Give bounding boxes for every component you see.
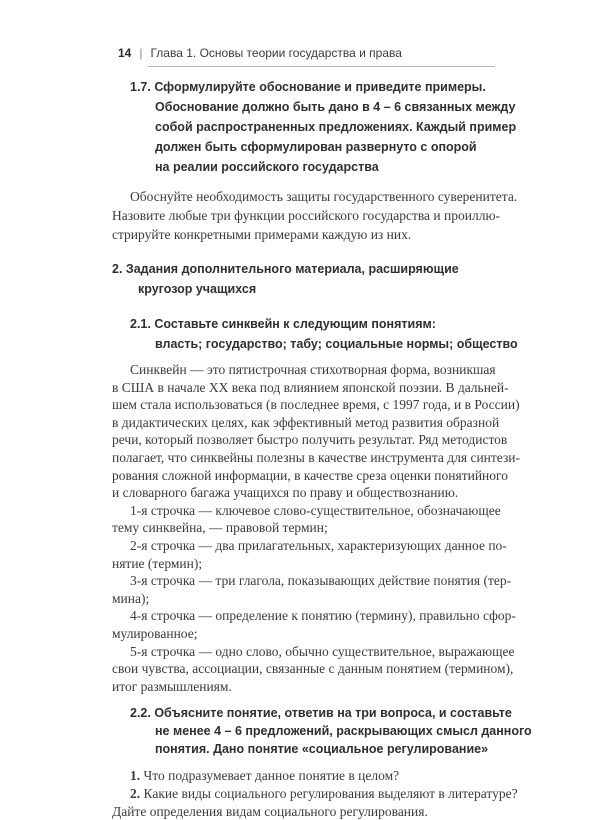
paragraph-line: шем стала использоваться (в последнее время, с 1997 года, и в России) <box>112 397 520 413</box>
page-number: 14 <box>118 46 132 60</box>
paragraph-line: нятие (термин); <box>112 555 203 571</box>
task-1-7-line: должен быть сформулирован развернуто с опорой <box>155 140 477 154</box>
paragraph-line: 5-я строчка — одно слово, обычно существительное, выражающее <box>130 643 515 659</box>
paragraph-line: в США в начале XX века под влиянием японской поэзии. В дальней- <box>112 379 509 395</box>
question-text: Что подразумевает данное понятие в целом? <box>143 768 400 784</box>
question-number: 1. <box>130 768 144 784</box>
task-2-1-heading: 2.1. Составьте синквейн к следующим понятиям: <box>130 317 436 331</box>
paragraph-line: Обоснуйте необходимость защиты государственного суверенитета. <box>130 189 518 204</box>
paragraph-line: Назовите любые три функции российского государства и проиллю- <box>112 208 501 223</box>
paragraph-line: в дидактических целях, как эффективный метод развития образной <box>112 414 500 430</box>
paragraph-line: 4-я строчка — определение к понятию (термину), правильно сфор- <box>130 608 516 624</box>
paragraph-line: стрируйте конкретными примерами каждую из них. <box>112 227 412 242</box>
paragraph-line: 2-я строчка — два прилагательных, характеризующих данное по- <box>130 538 507 553</box>
paragraph-line: мина); <box>112 590 150 606</box>
paragraph-line: и словарного багажа учащихся по праву и обществознанию. <box>112 485 459 501</box>
running-header <box>118 46 402 60</box>
task-2-2-line: понятия. Дано понятие «социальное регулирование» <box>155 742 489 757</box>
paragraph-line: итог размышлениям. <box>112 678 232 694</box>
paragraph-line: полагает, что синквейны полезны в качестве инструмента для синтези- <box>112 450 520 465</box>
paragraph-line: 3-я строчка — три глагола, показывающих действие понятия (тер- <box>130 573 512 589</box>
header-rule <box>148 66 495 67</box>
task-1-7-heading: 1.7. Сформулируйте обоснование и приведите примеры. <box>130 80 486 94</box>
paragraph-line: свои чувства, ассоциации, связанные с данным понятием (термином), <box>112 661 514 677</box>
paragraph-line: речи, который позволяет быстро получить результат. Ряд методистов <box>112 432 508 448</box>
task-2-2-heading: 2.2. Объясните понятие, ответив на три вопроса, и составьте <box>130 706 512 721</box>
question-tail: Дайте определения видам социального регулирования. <box>112 803 428 819</box>
task-1-7-line: Обоснование должно быть дано в 4 – 6 связанных между <box>155 100 516 114</box>
task-1-7-line: на реалии российского государства <box>155 160 379 174</box>
task-2-1-line: власть; государство; табу; социальные нормы; общество <box>155 337 518 351</box>
question-number: 2. <box>130 786 144 801</box>
chapter-title: Глава 1. Основы теории государства и права <box>150 46 402 60</box>
section-2-heading: 2. Задания дополнительного материала, расширяющие <box>112 262 459 276</box>
paragraph-line: тему синквейна, — правовой термин; <box>112 520 328 536</box>
section-2-heading-cont: кругозор учащихся <box>138 282 257 296</box>
paragraph-line: мулированное; <box>112 626 198 641</box>
question-text: Какие виды социального регулирования выделяют в литературе? <box>143 786 518 801</box>
paragraph-line: рования сложной информации, в качестве среза оценки понятийного <box>112 467 508 483</box>
paragraph-line: 1-я строчка — ключевое слово-существительное, обозначающее <box>130 502 501 518</box>
header-separator: | <box>139 46 143 60</box>
task-2-2-line: не менее 4 – 6 предложений, раскрывающих смысл данного <box>155 724 532 739</box>
question-item <box>130 768 399 784</box>
paragraph-line: Синквейн — это пятистрочная стихотворная форма, возникшая <box>130 362 496 377</box>
question-item <box>130 786 518 802</box>
task-1-7-line: собой распространенных предложениях. Каждый пример <box>155 120 517 134</box>
